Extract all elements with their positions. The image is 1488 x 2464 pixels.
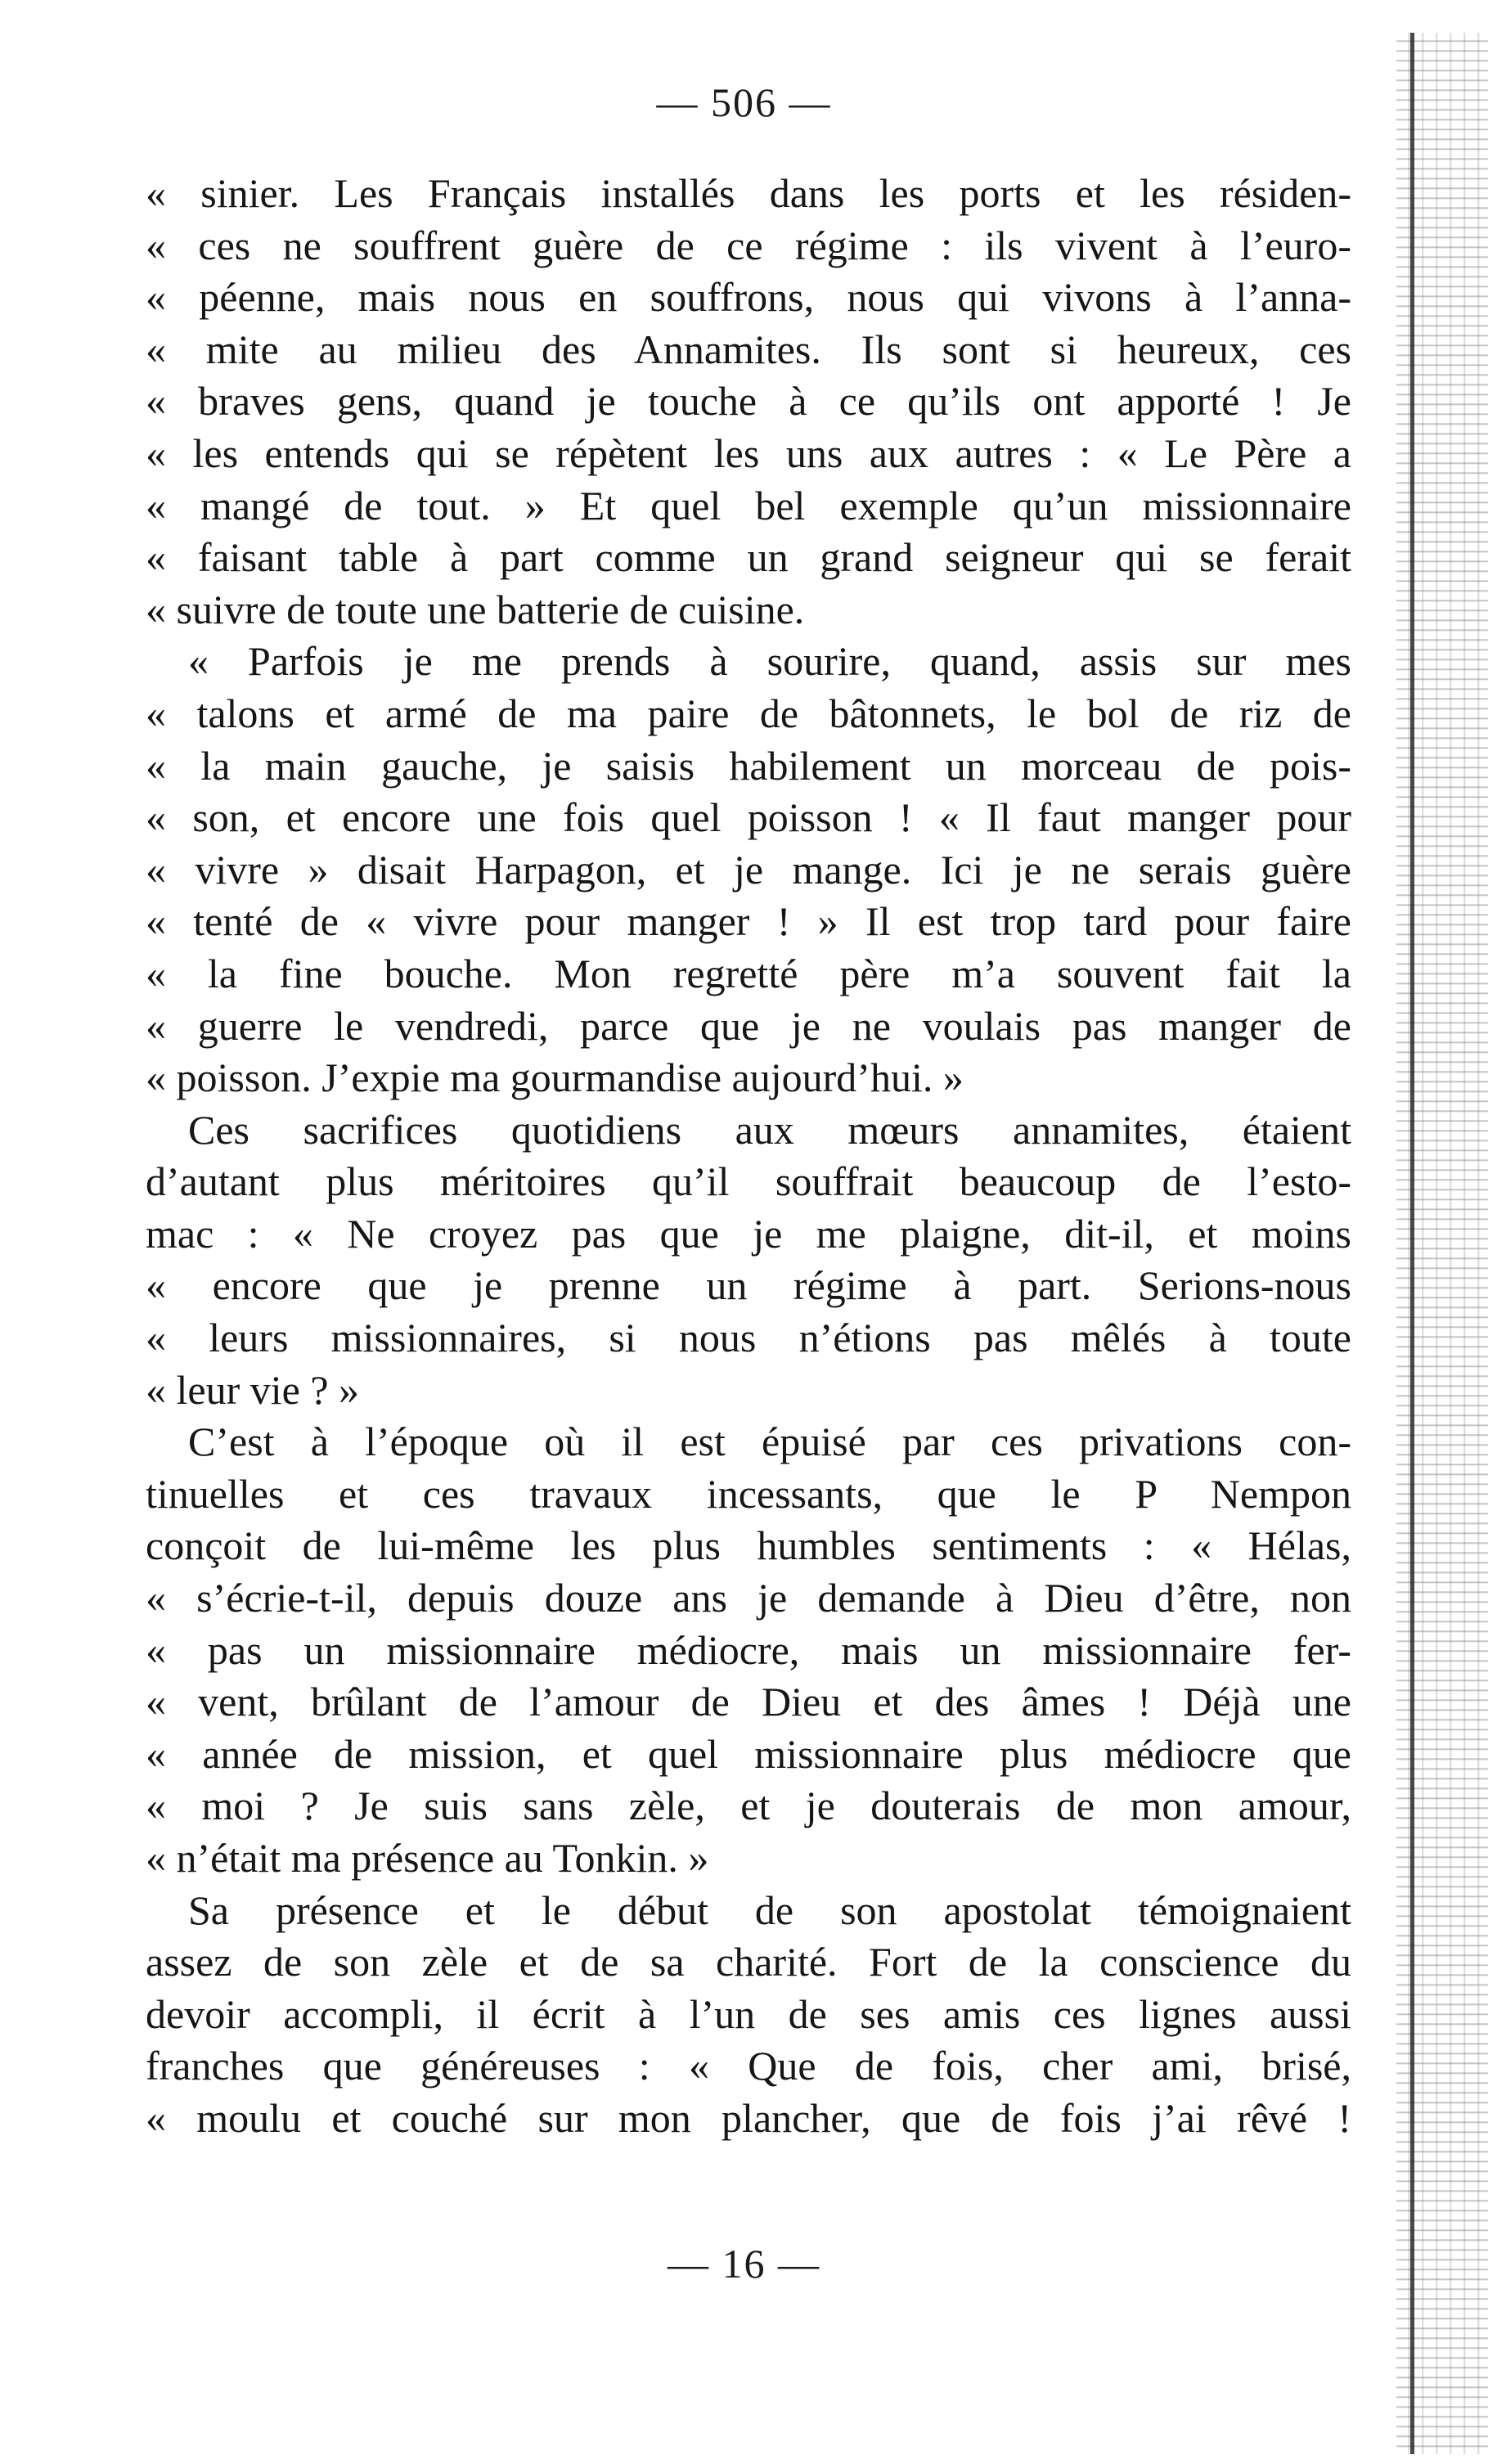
text-line: d’autant plus méritoires qu’il souffrait beaucoup de l’esto- (146, 1158, 1351, 1205)
text-line: « tenté de « vivre pour manger ! » Il est trop tard pour faire (146, 898, 1351, 945)
text-line: « la main gauche, je saisis habilement un morceau de pois- (146, 742, 1351, 789)
text-line: « moi ? Je suis sans zèle, et je douterais de mon amour, (146, 1783, 1351, 1829)
text-line: « talons et armé de ma paire de bâtonnets, le bol de riz de (146, 690, 1351, 736)
text-line: « péenne, mais nous en souffrons, nous qui vivons à l’anna- (146, 274, 1351, 321)
signature-mark: — 16 — (668, 2241, 820, 2286)
text-line: « Parfois je me prends à sourire, quand, assis sur mes (188, 638, 1351, 685)
text-line: « mangé de tout. » Et quel bel exemple qu’un missionnaire (146, 482, 1351, 528)
text-line: mac : « Ne croyez pas que je me plaigne, dit-il, et moins (146, 1210, 1351, 1257)
page-number: — 506 — (656, 79, 832, 125)
text-line: conçoit de lui-même les plus humbles sentiments : « Hélas, (146, 1522, 1351, 1569)
text-line: « s’écrie-t-il, depuis douze ans je demande à Dieu d’être, non (146, 1575, 1351, 1621)
text-line: « moulu et couché sur mon plancher, que de fois j’ai rêvé ! (146, 2094, 1351, 2141)
text-line: « leurs missionnaires, si nous n’étions pas mêlés à toute (146, 1315, 1351, 1361)
text-line: C’est à l’époque où il est épuisé par ces privations con- (188, 1419, 1351, 1465)
body-text (146, 168, 1351, 2145)
binding-rule (1410, 33, 1414, 2454)
text-line: « leur vie ? » (146, 1366, 360, 1413)
text-line: « encore que je prenne un régime à part. Serions-nous (146, 1262, 1351, 1309)
text-line: « la fine bouche. Mon regretté père m’a souvent fait la (146, 950, 1351, 996)
text-line: « pas un missionnaire médiocre, mais un missionnaire fer- (146, 1626, 1351, 1673)
text-line: « les entends qui se répètent les uns aux autres : « Le Père a (146, 429, 1351, 476)
text-line: « mite au milieu des Annamites. Ils sont si heureux, ces (146, 326, 1351, 372)
text-line: « son, et encore une fois quel poisson ! « Il faut manger pour (146, 794, 1351, 841)
text-line: « braves gens, quand je touche à ce qu’ils ont apporté ! Je (146, 378, 1351, 425)
text-line: devoir accompli, il écrit à l’un de ses amis ces lignes aussi (146, 1990, 1351, 2037)
text-line: « n’était ma présence au Tonkin. » (146, 1835, 709, 1881)
text-line: « ces ne souffrent guère de ce régime : ils vivent à l’euro- (146, 222, 1351, 268)
text-line: assez de son zèle et de sa charité. Fort de la conscience du (146, 1939, 1351, 1985)
text-line: Sa présence et le début de son apostolat témoignaient (188, 1886, 1351, 1933)
text-line: « suivre de toute une batterie de cuisine. (146, 586, 805, 632)
text-line: « vent, brûlant de l’amour de Dieu et des âmes ! Déjà une (146, 1679, 1351, 1725)
text-line: « année de mission, et quel missionnaire plus médiocre que (146, 1730, 1351, 1777)
text-line: « guerre le vendredi, parce que je ne voulais pas manger de (146, 1002, 1351, 1049)
text-line: « vivre » disait Harpagon, et je mange. Ici je ne serais guère (146, 846, 1351, 893)
text-line: franches que généreuses : « Que de fois, cher ami, brisé, (146, 2043, 1351, 2089)
text-line: « faisant table à part comme un grand seigneur qui se ferait (146, 534, 1351, 581)
text-line: Ces sacrifices quotidiens aux mœurs annamites, étaient (188, 1106, 1351, 1153)
text-line: « poisson. J’expie ma gourmandise aujourd’hui. » (146, 1054, 964, 1101)
text-line: « sinier. Les Français installés dans les ports et les résiden- (146, 170, 1351, 216)
text-line: tinuelles et ces travaux incessants, que le P Nempon (146, 1470, 1351, 1517)
